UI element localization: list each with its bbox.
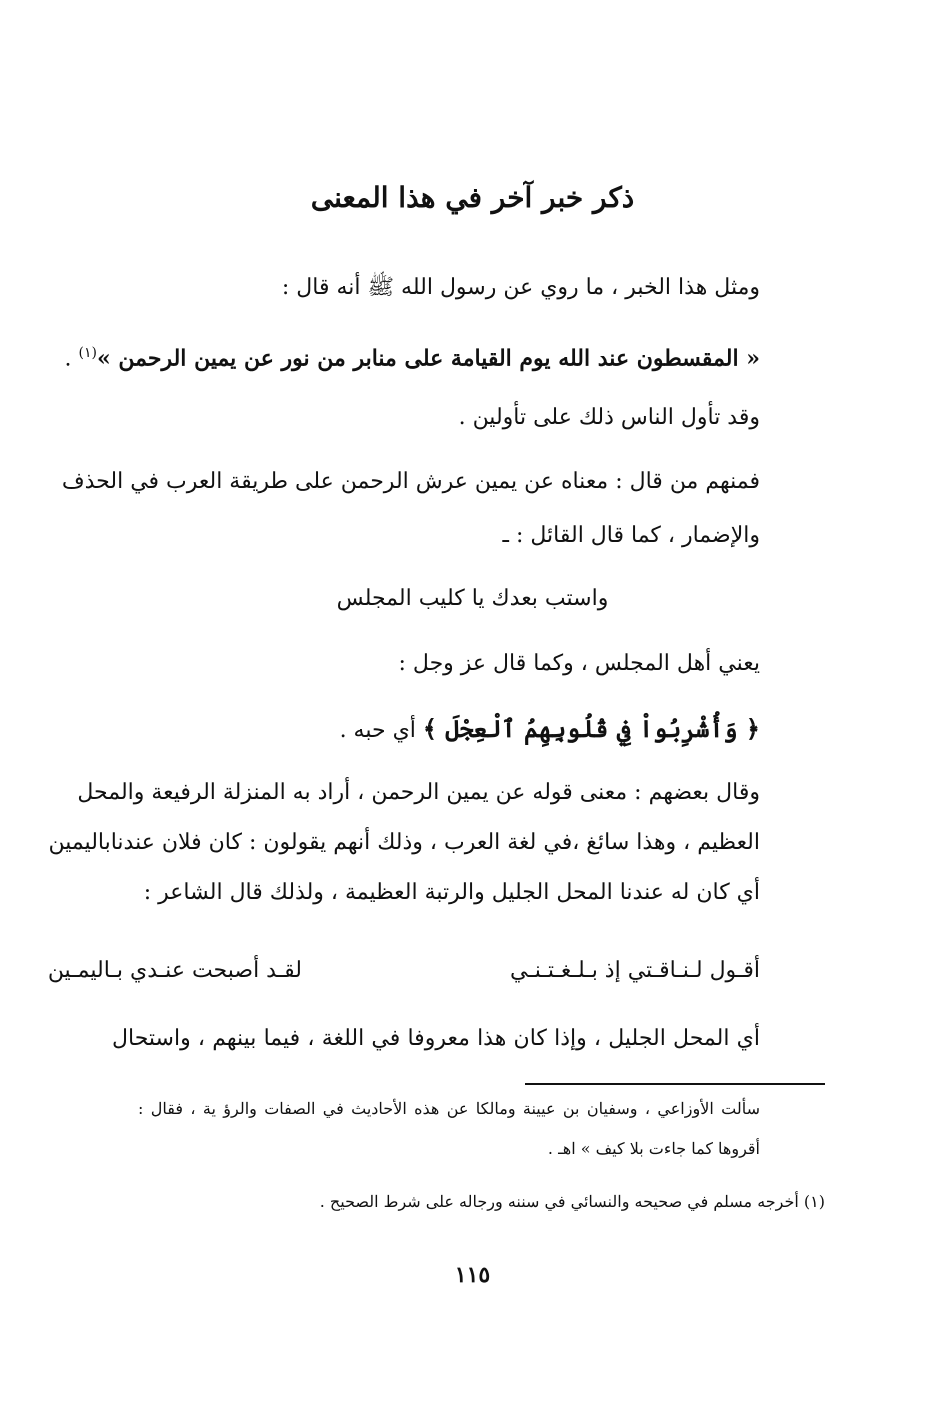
poetry-line: واستب بعدك يا كليب المجلس [336,586,609,611]
quran-verse: ﴿ وَأُشْرِبُواْ فِي قُلُوبِهِمُ ٱلْعِجْلَ ﴾ [422,714,760,743]
quran-gloss: أي حبه . [339,718,423,743]
footnote-ref: (١) [78,345,97,361]
footnote-line-1: سألت الأوزاعي ، وسفيان بن عيينة ومالكا عن هذه الأحاديث في الصفات والرؤ ية ، فقال : [138,1099,760,1118]
hadith-line [65,337,760,375]
footnote-line-2: أقروها كما جاءت بلا كيف » اهـ . [547,1139,760,1158]
text-line-12: أي المحل الجليل ، وإذا كان هذا معروفا في اللغة ، فيما بينهم ، واستحال [112,1026,760,1051]
hadith-end: . [64,346,79,372]
text-line-3: وقد تأول الناس ذلك على تأولين . [458,405,760,430]
verse-second-hemistich: لقـد أصبحت عنـدي بـاليمـين [47,958,302,983]
footnote-line-3: (١) أخرجه مسلم في صحيحه والنسائي في سننه ورجاله على شرط الصحيح . [319,1192,825,1211]
text-line-7: يعني أهل المجلس ، وكما قال عز وجل : [398,651,760,676]
text-line-5: والإضمار ، كما قال القائل : ـ [502,523,760,548]
text-line-9: وقال بعضهم : معنى قوله عن يمين الرحمن ، أراد به المنزلة الرفيعة والمحل [77,780,760,805]
hadith-text: « المقسطون عند الله يوم القيامة على منابر من نور عن يمين الرحمن » [96,345,760,372]
page-number: ١١٥ [454,1262,491,1288]
quran-line [340,713,760,747]
section-title: ذكر خبر آخر في هذا المعنى [310,181,635,214]
text-line-4: فمنهم من قال : معناه عن يمين عرش الرحمن على طريقة العرب في الحذف [61,469,760,494]
footnote-divider [525,1083,825,1085]
text-line-1: ومثل هذا الخبر ، ما روي عن رسول الله ﷺ أنه قال : [281,275,760,300]
verse-first-hemistich: أقـول لـنـاقـتي إذ بـلـغـتـنـي [509,958,760,983]
text-line-10: العظيم ، وهذا سائغ ،في لغة العرب ، وذلك أنهم يقولون : كان فلان عندناباليمين [48,830,760,855]
text-line-11: أي كان له عندنا المحل الجليل والرتبة العظيمة ، ولذلك قال الشاعر : [143,880,760,905]
